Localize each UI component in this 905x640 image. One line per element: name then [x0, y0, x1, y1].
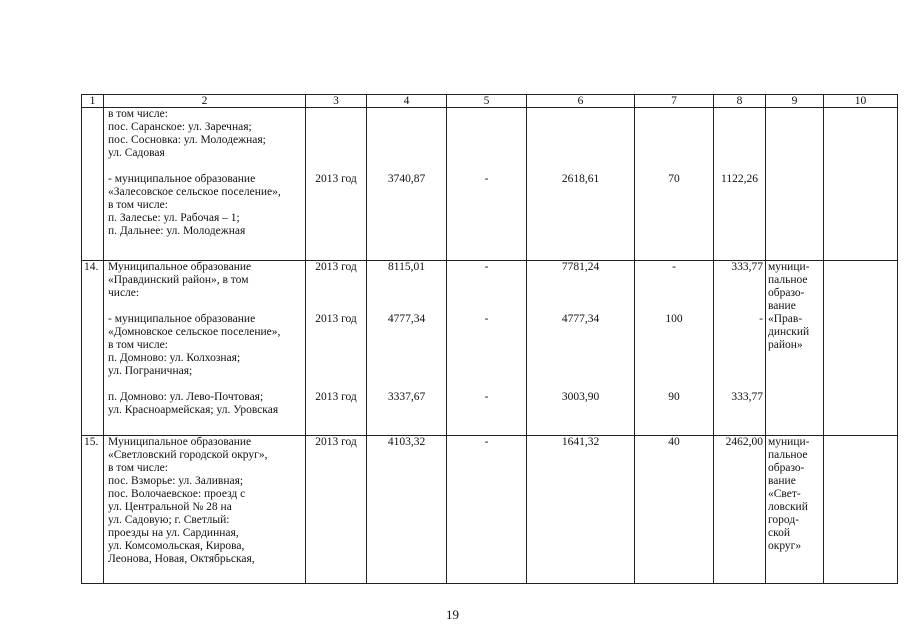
data-table — [81, 94, 898, 584]
year-cell: 2013 год — [306, 436, 367, 584]
col6-cell: 2618,61 — [527, 108, 635, 261]
col9-cell: муници- пальное образо- вание «Свет- ловский город- ской округ» — [766, 436, 824, 584]
col5-cell: - - - — [447, 261, 527, 436]
year-cell: 2013 год — [306, 108, 367, 261]
col9-cell: муници- пальное образо- вание «Прав- динский район» — [766, 261, 824, 436]
total-cell: 8115,01 4777,34 3337,67 — [367, 261, 447, 436]
col7-cell: - 100 90 — [635, 261, 714, 436]
header-cell: 7 — [635, 95, 714, 108]
object-name: Муниципальное образование «Правдинский район», в том числе: - муниципальное образование «Домновское сельское поселение», в том числе: п. Домново: ул. Колхозная; ул. Пограничная; п. Домново: ул. Лево-Почтовая; ул. Красноармейская; ул. Уровская — [104, 261, 306, 436]
row-number — [82, 108, 104, 261]
row-number: 14. — [82, 261, 104, 436]
col8-cell: 333,77 - 333,77 — [714, 261, 766, 436]
header-cell: 6 — [527, 95, 635, 108]
table-header-row — [82, 95, 898, 108]
header-cell: 10 — [824, 95, 898, 108]
col5-cell: - — [447, 436, 527, 584]
header-cell: 5 — [447, 95, 527, 108]
total-cell: 3740,87 — [367, 108, 447, 261]
year-cell: 2013 год 2013 год 2013 год — [306, 261, 367, 436]
col8-cell: 1122,26 — [714, 108, 766, 261]
row-number: 15. — [82, 436, 104, 584]
header-cell: 9 — [766, 95, 824, 108]
header-cell: 3 — [306, 95, 367, 108]
col6-cell: 7781,24 4777,34 3003,90 — [527, 261, 635, 436]
header-cell: 8 — [714, 95, 766, 108]
table-row — [82, 261, 898, 436]
col5-cell: - — [447, 108, 527, 261]
col7-cell: 40 — [635, 436, 714, 584]
table-row — [82, 108, 898, 261]
col10-cell — [824, 436, 898, 584]
col6-cell: 1641,32 — [527, 436, 635, 584]
page-number: 19 — [446, 607, 459, 622]
col10-cell — [824, 108, 898, 261]
total-cell: 4103,32 — [367, 436, 447, 584]
object-name: в том числе: пос. Саранское: ул. Заречная; пос. Сосновка: ул. Молодежная; ул. Садовая - муниципальное образование «Залесовское сельское поселение», в том числе: п. Залесье: ул. Рабочая – 1; п. Дальнее: ул. Молодежная — [104, 108, 306, 261]
col9-cell — [766, 108, 824, 261]
col8-cell: 2462,00 — [714, 436, 766, 584]
col7-cell: 70 — [635, 108, 714, 261]
col10-cell — [824, 261, 898, 436]
header-cell: 4 — [367, 95, 447, 108]
object-name: Муниципальное образование «Светловский городской округ», в том числе: пос. Взморье: ул. Заливная; пос. Волочаевское: проезд с ул. Центральной № 28 на ул. Садовую; г. Светлый: проезды на ул. Сардинная, ул. Комсомольская, Кирова, Леонова, Новая, Октябрьская, — [104, 436, 306, 584]
table-row — [82, 436, 898, 584]
header-cell: 2 — [104, 95, 306, 108]
header-cell: 1 — [82, 95, 104, 108]
